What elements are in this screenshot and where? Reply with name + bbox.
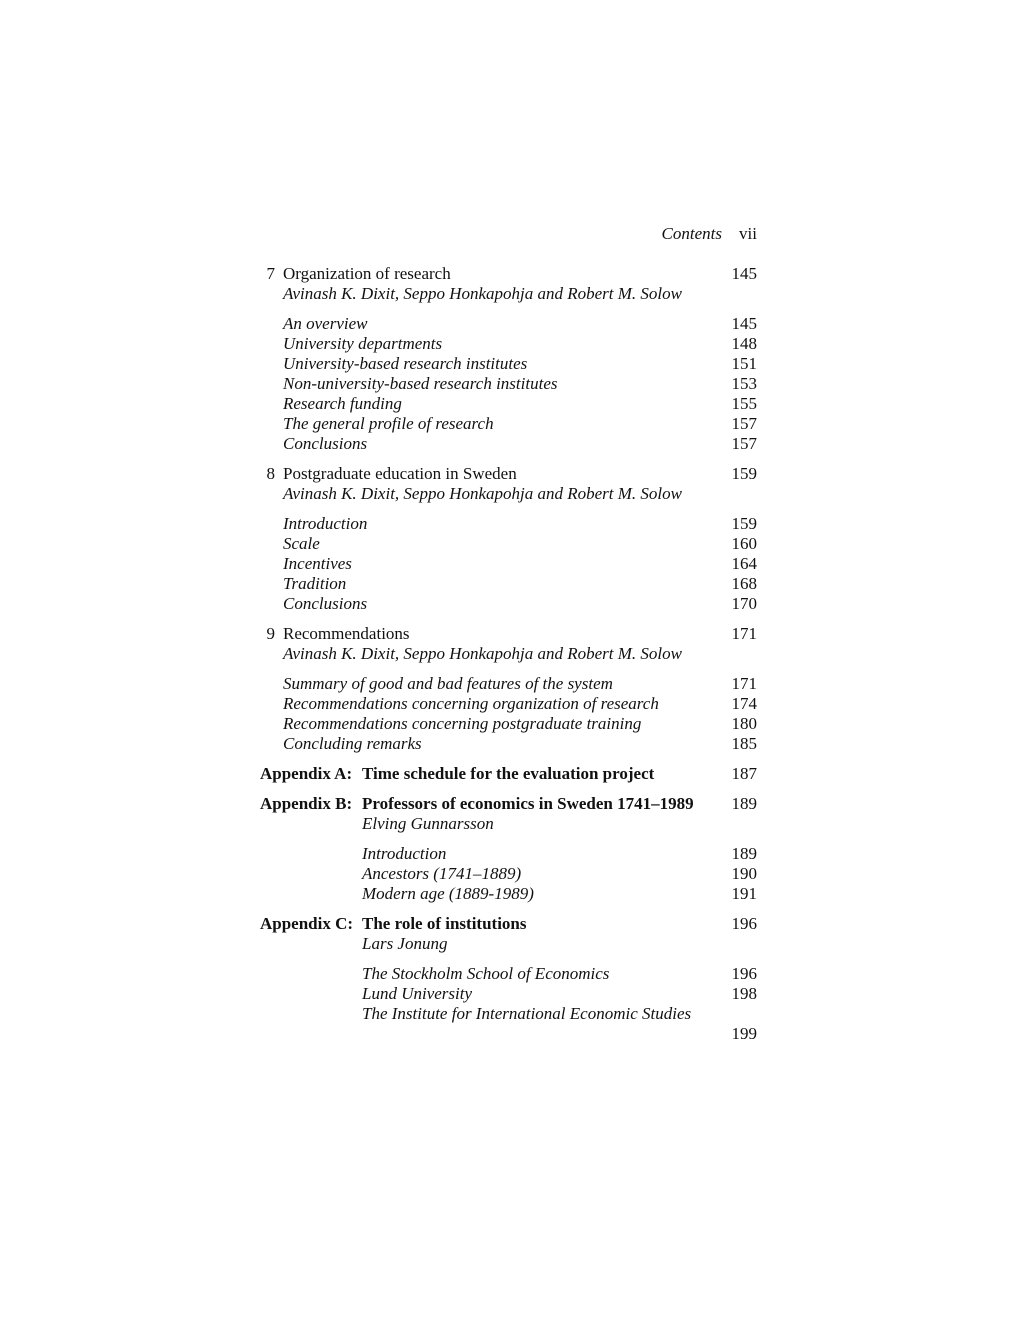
chapter-authors bbox=[0, 484, 1020, 504]
running-header-section: Contents bbox=[661, 224, 722, 243]
section-title: An overview bbox=[283, 314, 368, 333]
section-entry bbox=[0, 414, 1020, 434]
section-title: Summary of good and bad features of the system bbox=[283, 674, 613, 693]
page-number: 148 bbox=[731, 334, 757, 353]
section-entry bbox=[0, 594, 1020, 614]
appendix-author bbox=[0, 934, 1020, 954]
section-entry bbox=[0, 844, 1020, 864]
page-number: 174 bbox=[731, 694, 757, 713]
section-title: Conclusions bbox=[283, 594, 368, 613]
appendix-entry bbox=[0, 914, 1020, 934]
page-number: 187 bbox=[731, 764, 757, 783]
chapter-authors bbox=[0, 644, 1020, 664]
section-entry bbox=[0, 694, 1020, 714]
chapter-title: Recommendations bbox=[283, 624, 410, 643]
page-number: 151 bbox=[731, 354, 757, 373]
appendix-label: Appendix B: bbox=[260, 794, 353, 813]
section-entry bbox=[0, 314, 1020, 334]
chapter-authors bbox=[0, 284, 1020, 304]
section-entry bbox=[0, 964, 1020, 984]
section-entry bbox=[0, 734, 1020, 754]
page-number: 164 bbox=[731, 554, 757, 573]
page-number: 170 bbox=[731, 594, 757, 613]
section-entry bbox=[0, 434, 1020, 454]
page-number: 157 bbox=[731, 414, 757, 433]
section-entry bbox=[0, 554, 1020, 574]
section-entry bbox=[0, 674, 1020, 694]
author-name: Lars Jonung bbox=[362, 934, 448, 953]
section-title: Modern age (1889-1989) bbox=[362, 884, 534, 903]
section-title: Ancestors (1741–1889) bbox=[362, 864, 522, 883]
page-number: 189 bbox=[731, 794, 757, 813]
page-number: 171 bbox=[731, 674, 757, 693]
appendix-title: Time schedule for the evaluation project bbox=[362, 764, 655, 783]
author-names: Avinash K. Dixit, Seppo Honkapohja and Robert M. Solow bbox=[283, 484, 682, 503]
section-title: Introduction bbox=[283, 514, 368, 533]
section-title: Recommendations concerning organization of research bbox=[283, 694, 659, 713]
page-number: 199 bbox=[731, 1024, 757, 1043]
appendix-author bbox=[0, 814, 1020, 834]
chapter-title: Organization of research bbox=[283, 264, 451, 283]
section-title: The Stockholm School of Economics bbox=[362, 964, 610, 983]
section-entry bbox=[0, 354, 1020, 374]
page-number: 196 bbox=[731, 964, 757, 983]
section-title: Concluding remarks bbox=[283, 734, 422, 753]
section-title: Introduction bbox=[362, 844, 447, 863]
page-number: 191 bbox=[731, 884, 757, 903]
page-number: 189 bbox=[731, 844, 757, 863]
chapter-entry bbox=[0, 264, 1020, 284]
page-number: 168 bbox=[731, 574, 757, 593]
page-number: 185 bbox=[731, 734, 757, 753]
section-title: University-based research institutes bbox=[283, 354, 528, 373]
appendix-entry bbox=[0, 794, 1020, 814]
section-title: Non-university-based research institutes bbox=[283, 374, 558, 393]
author-names: Avinash K. Dixit, Seppo Honkapohja and Robert M. Solow bbox=[283, 284, 682, 303]
section-title: Scale bbox=[283, 534, 320, 553]
chapter-entry bbox=[0, 624, 1020, 644]
section-entry bbox=[0, 984, 1020, 1004]
page-number: 155 bbox=[731, 394, 757, 413]
section-entry bbox=[0, 534, 1020, 554]
section-title: The general profile of research bbox=[283, 414, 494, 433]
table-of-contents bbox=[0, 224, 1020, 1044]
page-number: 157 bbox=[731, 434, 757, 453]
page-number: 160 bbox=[731, 534, 757, 553]
section-title: The Institute for International Economic Studies bbox=[362, 1004, 692, 1023]
page-number: 190 bbox=[731, 864, 757, 883]
section-entry bbox=[0, 334, 1020, 354]
appendix-label: Appendix C: bbox=[260, 914, 354, 933]
running-header-page-number: vii bbox=[739, 224, 757, 243]
chapter-entry bbox=[0, 464, 1020, 484]
section-entry bbox=[0, 514, 1020, 534]
section-entry bbox=[0, 1004, 1020, 1044]
page-number: 159 bbox=[731, 514, 757, 533]
page-number: 159 bbox=[731, 464, 757, 483]
page-number: 171 bbox=[731, 624, 757, 643]
section-title: Conclusions bbox=[283, 434, 368, 453]
section-entry bbox=[0, 394, 1020, 414]
section-title: Recommendations concerning postgraduate training bbox=[283, 714, 642, 733]
section-entry bbox=[0, 374, 1020, 394]
chapter-number: 9 bbox=[266, 624, 275, 643]
section-title: Lund University bbox=[362, 984, 473, 1003]
appendix-label: Appendix A: bbox=[260, 764, 353, 783]
running-header bbox=[0, 224, 1020, 244]
section-entry bbox=[0, 884, 1020, 904]
appendix-title: Professors of economics in Sweden 1741–1989 bbox=[362, 794, 694, 813]
author-name: Elving Gunnarsson bbox=[362, 814, 494, 833]
section-entry bbox=[0, 864, 1020, 884]
page-number: 180 bbox=[731, 714, 757, 733]
page-number: 145 bbox=[731, 264, 757, 283]
appendix-entry bbox=[0, 764, 1020, 784]
section-title: Tradition bbox=[283, 574, 347, 593]
section-title: Research funding bbox=[283, 394, 402, 413]
appendix-title: The role of institutions bbox=[362, 914, 527, 933]
author-names: Avinash K. Dixit, Seppo Honkapohja and Robert M. Solow bbox=[283, 644, 682, 663]
chapter-title: Postgraduate education in Sweden bbox=[283, 464, 517, 483]
section-entry bbox=[0, 574, 1020, 594]
page-number: 145 bbox=[731, 314, 757, 333]
page-number: 196 bbox=[731, 914, 757, 933]
section-title: University departments bbox=[283, 334, 443, 353]
page-number: 198 bbox=[731, 984, 757, 1003]
section-title: Incentives bbox=[283, 554, 352, 573]
chapter-number: 7 bbox=[266, 264, 275, 283]
chapter-number: 8 bbox=[266, 464, 275, 483]
page-number: 153 bbox=[731, 374, 757, 393]
section-entry bbox=[0, 714, 1020, 734]
